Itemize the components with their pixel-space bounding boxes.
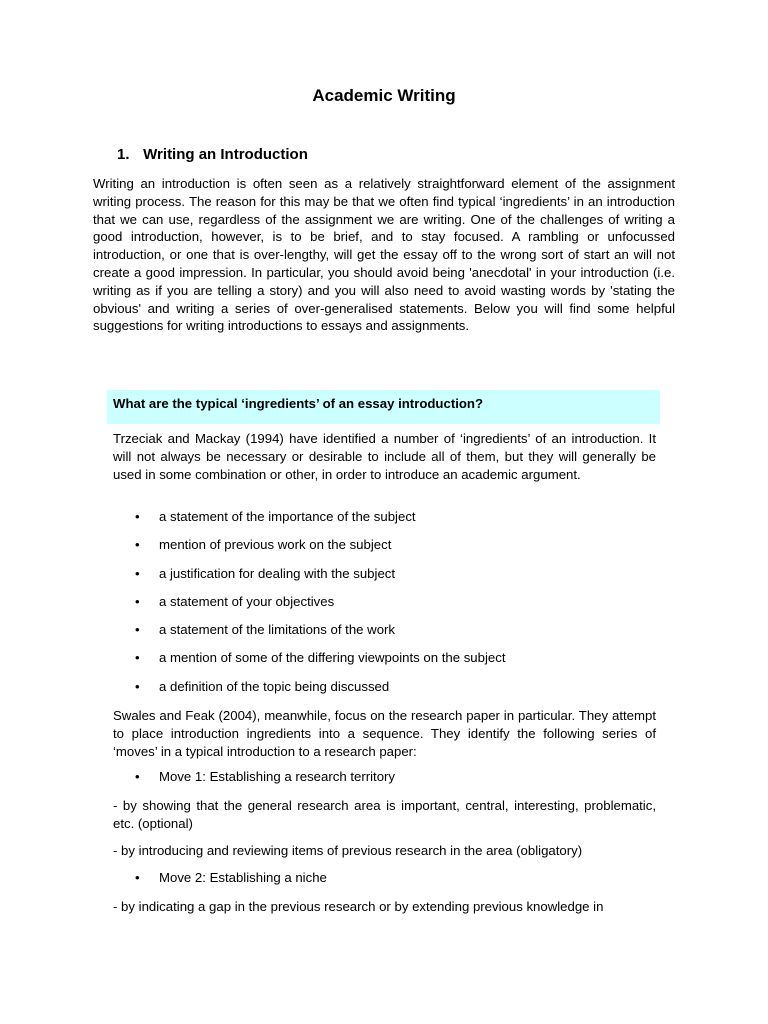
bullet-icon: • [135, 678, 140, 694]
list-item [113, 565, 656, 593]
list-item-text: a justification for dealing with the subject [159, 565, 396, 581]
list-item [113, 649, 656, 677]
move-1-text: Move 1: Establishing a research territory [159, 769, 396, 784]
list-item-text: a definition of the topic being discussed [159, 678, 390, 694]
move-2-text: Move 2: Establishing a niche [159, 870, 327, 885]
document-title: Academic Writing [312, 86, 456, 105]
list-item-text: a mention of some of the differing viewpoints on the subject [159, 650, 506, 666]
highlight-box [107, 390, 660, 424]
list-item [113, 593, 656, 621]
list-item-text: mention of previous work on the subject [159, 537, 392, 553]
list-item-text: a statement of the limitations of the work [159, 622, 396, 638]
move-2-item [113, 869, 327, 887]
list-item [113, 621, 656, 649]
bullet-icon: • [135, 769, 140, 784]
bullet-icon: • [135, 650, 140, 666]
move-2-point-a: - by indicating a gap in the previous research or by extending previous knowledge in [113, 899, 604, 914]
list-item-text: a statement of the importance of the subject [159, 509, 416, 524]
bullet-icon: • [135, 593, 140, 609]
section-number: 1. [117, 146, 130, 163]
ingredients-list [113, 508, 656, 706]
intro-paragraph: Writing an introduction is often seen as a relatively straightforward element of the assignment writing process. The reason for this may be that we often find typical ‘ingredients’ in an introduction that we can use, regardless of the assignment we are writing. One of the challenges of writing a good introduction, however, is to be brief, and to stay focused. A rambling or unfocussed introduction, or one that is over-lengthy, will get the essay off to the wrong sort of start an will not create a good impression. In particular, you should avoid being 'anecdotal' in your introduction (i.e. writing as if you are telling a story) and you will also need to avoid wasting words by 'stating the obvious' and writing a series of over-generalised statements. Below you will find some helpful suggestions for writing introductions to essays and assignments. [93, 176, 675, 334]
bullet-icon: • [135, 622, 140, 638]
move-1-point-a: - by showing that the general research area is important, central, interesting, problematic, etc. (optional) [113, 798, 656, 831]
bullet-icon: • [135, 565, 140, 581]
section-title: Writing an Introduction [143, 146, 308, 163]
list-item-text: a statement of your objectives [159, 593, 335, 609]
list-item [113, 508, 656, 536]
section-heading [117, 146, 308, 163]
list-item [113, 536, 656, 564]
bullet-icon: • [135, 537, 140, 553]
box-heading: What are the typical ‘ingredients’ of an essay introduction? [113, 396, 484, 411]
move-1-point-b: - by introducing and reviewing items of previous research in the area (obligatory) [113, 843, 583, 858]
ingredients-paragraph: Trzeciak and Mackay (1994) have identified a number of ‘ingredients’ of an introduction. It will not always be necessary or desirable to include all of them, but they will generally be used in some combination or other, in order to introduce an academic argument. [113, 431, 656, 482]
list-item [113, 678, 656, 706]
move-1-item [113, 768, 395, 786]
bullet-icon: • [135, 870, 140, 885]
moves-paragraph: Swales and Feak (2004), meanwhile, focus on the research paper in particular. They attempt to place introduction ingredients into a sequence. They identify the following series of ‘moves’ in a typical introduction to a research paper: [113, 708, 656, 759]
bullet-icon: • [135, 509, 140, 524]
